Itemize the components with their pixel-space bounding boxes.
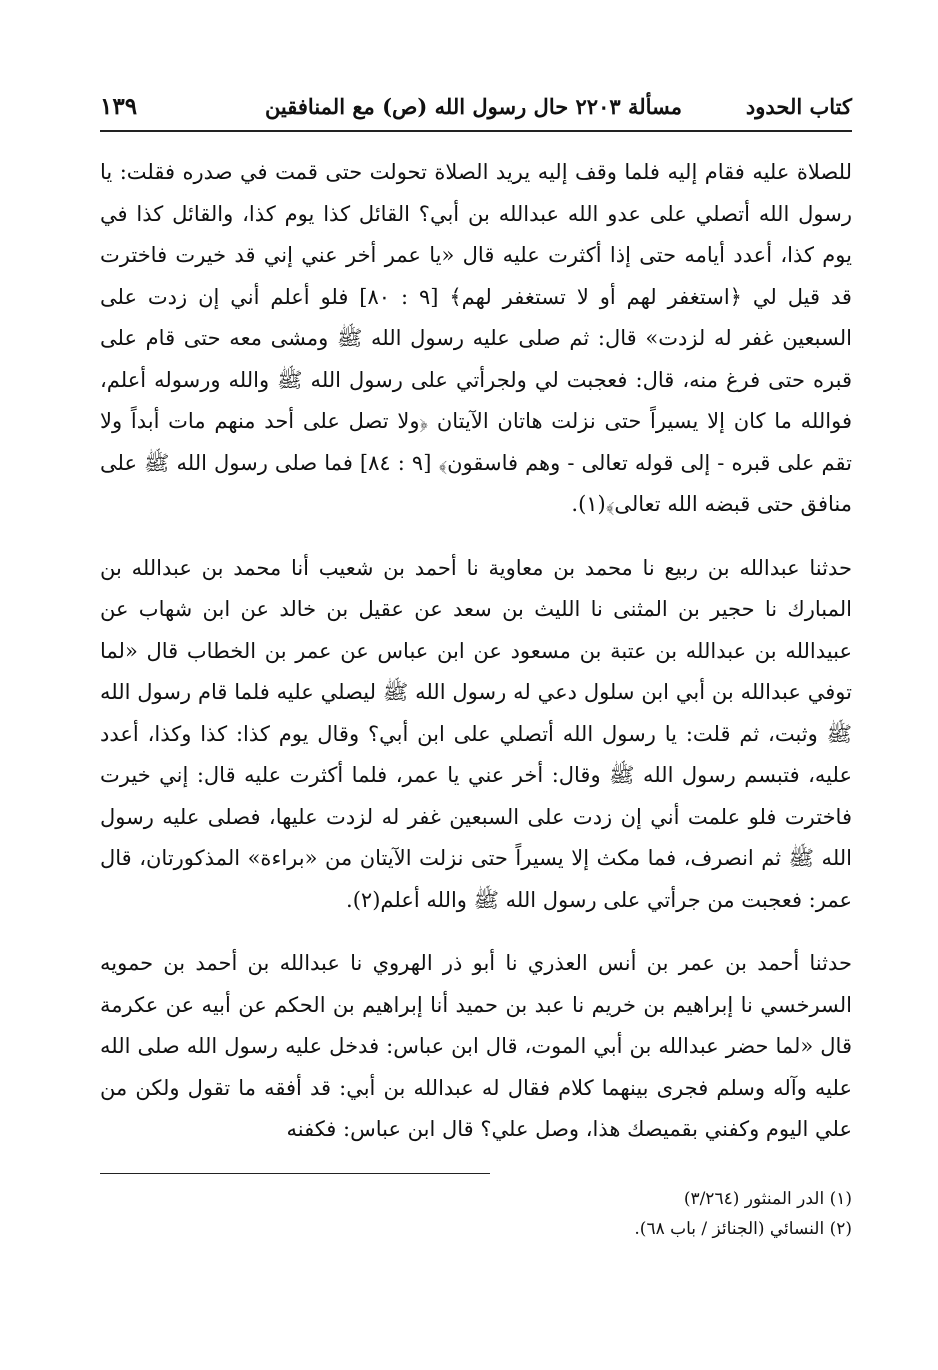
page-header bbox=[100, 90, 852, 124]
footnote-2: (٢) النسائي (الجنائز / باب ٦٨). bbox=[634, 1218, 852, 1239]
book-title: كتاب الحدود bbox=[745, 94, 852, 119]
footnote-1: (١) الدر المنثور (٣/٢٦٤) bbox=[683, 1188, 852, 1209]
header-divider bbox=[100, 130, 852, 132]
footnote-divider bbox=[100, 1173, 490, 1174]
paragraph-1: للصلاة عليه فقام إليه فلما وقف إليه يريد الصلاة تحولت حتى قمت في صدره فقلت: يا رسول الله أتصلي على عدو الله عبدالله بن أبي؟ القائل كذا يوم كذا، والقائل كذا في يوم كذا، أعدد أيامه حتى إذا أكثرت عليه قال «يا عمر أخر عني إني قد خيرت فاخترت قد قيل لي ﴿استغفر لهم أو لا تستغفر لهم﴾ [٩ : ٨٠] فلو أعلم أني إن زدت على السبعين غفر له لزدت» قال: ثم صلى عليه رسول الله ﷺ ومشى معه حتى قام على قبره حتى فرغ منه، قال: فعجبت لي ولجرأتي على رسول الله ﷺ والله ورسوله أعلم، فوالله ما كان إلا يسيراً حتى نزلت هاتان الآيتان ﴿ولا تصل على أحد منهم مات أبداً ولا تقم على قبره - إلى قوله تعالى - وهم فاسقون﴾ [٩ : ٨٤] فما صلى رسول الله ﷺ على منافق حتى قبضه الله تعالى﴾(١). bbox=[100, 160, 852, 516]
issue-title: مسألة ٢٢٠٣ حال رسول الله (ص) مع المنافقين bbox=[264, 94, 682, 119]
book-page bbox=[100, 90, 852, 1244]
page-number: ١٣٩ bbox=[100, 93, 138, 120]
paragraph-3: حدثنا أحمد بن عمر بن أنس العذري نا أبو ذر الهروي نا عبدالله بن أحمد بن حمويه السرخسي نا إبراهيم بن خريم نا عبد بن حميد أنا إبراهيم بن الحكم عن أبيه عن عكرمة قال «لما حضر عبدالله بن أبي الموت، قال ابن عباس: فدخل عليه رسول الله صلى الله عليه وآله وسلم فجرى بينهما كلام فقال له عبدالله بن أبي: قد أفقه ما تقول ولكن من علي اليوم وكفني بقميصك هذا، وصل علي؟ قال ابن عباس: فكفنه bbox=[100, 951, 852, 1141]
paragraph-2: حدثنا عبدالله بن ربيع نا محمد بن معاوية نا أحمد بن شعيب أنا محمد بن عبدالله بن المبارك نا حجير بن المثنى نا الليث بن سعد عن عقيل بن خالد عن ابن شهاب عن عبيدالله بن عبدالله بن عتبة بن مسعود عن ابن عباس عن عمر بن الخطاب قال «لما توفي عبدالله بن أبي ابن سلول دعي له رسول الله ﷺ ليصلي عليه فلما قام رسول الله ﷺ وثبت، ثم قلت: يا رسول الله أتصلي على ابن أبي؟ وقال يوم كذا: كذا وكذا، أعدد عليه، فتبسم رسول الله ﷺ وقال: أخر عني يا عمر، فلما أكثرت عليه قال: إني خيرت فاخترت فلو علمت أني إن زدت على السبعين غفر له لزدت عليها، فصلى عليه رسول الله ﷺ ثم انصرف، فما مكث إلا يسيراً حتى نزلت الآيتان من «براءة» المذكورتان، قال عمر: فعجبت من جرأتي على رسول الله ﷺ والله أعلم(٢). bbox=[100, 555, 852, 912]
